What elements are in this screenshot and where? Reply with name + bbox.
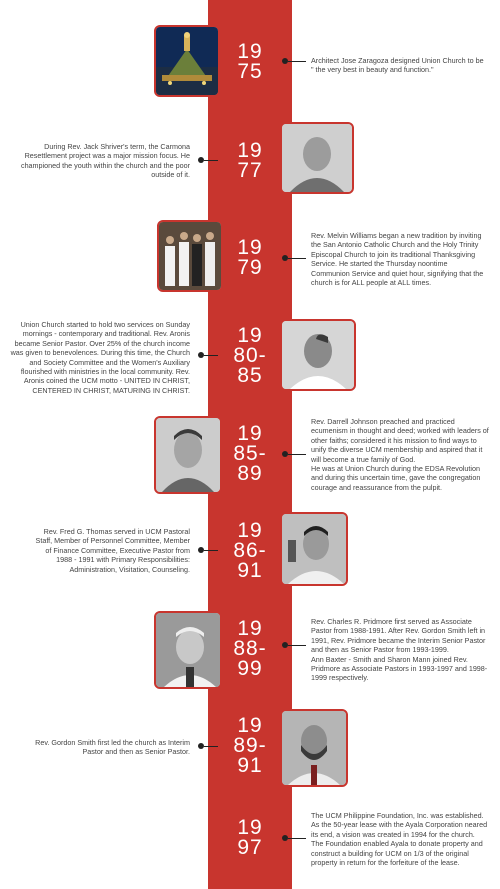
entry-text: Rev. Gordon Smith first led the church as Interim Pastor and then as Senior Pastor.	[35, 738, 190, 757]
entry-text: During Rev. Jack Shriver's term, the Carmona Resettlement project was a major mission focus. He championed the youth within the church and the poor outside of it.	[20, 142, 190, 180]
entry-text: Rev. Melvin Williams began a new tradition by inviting the San Antonio Catholic Church and the Holy Trinity Episcopal Church to join its traditional Thanksgiving Service. He started the Thursday noontime Communion Service and quiet hour, signifying that the church is for ALL people at ALL times.	[311, 231, 484, 288]
timeline-dot	[198, 157, 204, 163]
entry-text: Union Church started to hold two services on Sunday mornings - contemporary and traditional. Rev. Aronis became Senior Pastor. Over 25% of the church income was given to benevolences. During this time, the Church and Society Committee and the Women's Auxiliary flourished with ministries in the local community. Rev. Aronis coined the UCM motto - UNITED IN CHRIST, CENTERED IN CHRIST, MATURING IN CHRIST.	[10, 320, 190, 395]
timeline-dot	[198, 743, 204, 749]
year-label: 19 75	[237, 40, 263, 83]
connector-line	[288, 61, 306, 62]
entry-text: The UCM Philippine Foundation, Inc. was established. As the 50-year lease with the Ayala Corporation neared its end, a vision was created in 1994 for the church. The Foundation enabled Ayala to donate property and construct a building for UCM on 1/3 of the original property in return for the forfeiture of the lease.	[311, 811, 488, 868]
year-label: 19 79	[237, 236, 263, 279]
entry-text: Rev. Charles R. Pridmore first served as Associate Pastor from 1988-1991. After Rev. Gordon Smith left in 1991, Rev. Pridmore became the Interim Senior Pastor and then as Senior Pastor from 1993-1999. Ann Baxter - Smith and Sharon Mann joined Rev. Pridmore as Associate Pastors in 1993-1997 and 1998-1999 respectively.	[311, 617, 488, 683]
timeline-dot	[198, 547, 204, 553]
entry-text: Rev. Fred G. Thomas served in UCM Pastoral Staff, Member of Personnel Committee, Member of Finance Committee, Executive Pastor from 1988 - 1991 with Primary Responsibilities: Administration, Visitation, Counseling.	[35, 527, 190, 574]
year-label: 19 88- 99	[233, 617, 267, 680]
year-label: 19 80- 85	[233, 324, 267, 387]
pastor-smith-photo	[280, 709, 348, 787]
connector-line	[288, 645, 306, 646]
pastor-aronis-photo	[280, 319, 356, 391]
church-exterior-photo	[154, 25, 220, 97]
year-label: 19 77	[237, 139, 263, 182]
connector-line	[288, 454, 306, 455]
entry-text: Rev. Darrell Johnson preached and practiced ecumenism in thought and deed; worked with leaders of other faiths; considered it his mission to find ways to unify the diverse UCM membership and aspired that it will become a true family of God. He was at Union Church during the EDSA Revolution and during this uncertain time, gave the congregation courage and reassurance from the pulpit.	[311, 417, 489, 492]
pastor-thomas-photo	[280, 512, 348, 586]
year-label: 19 97	[237, 816, 263, 859]
entry-text: Architect Jose Zaragoza designed Union Church to be " the very best in beauty and function."	[311, 56, 484, 75]
year-label: 19 85- 89	[233, 422, 267, 485]
connector-line	[288, 838, 306, 839]
year-label: 19 89- 91	[233, 714, 267, 777]
pastor-shriver-photo	[280, 122, 354, 194]
timeline-dot	[198, 352, 204, 358]
year-label: 19 86- 91	[233, 519, 267, 582]
connector-line	[288, 258, 306, 259]
